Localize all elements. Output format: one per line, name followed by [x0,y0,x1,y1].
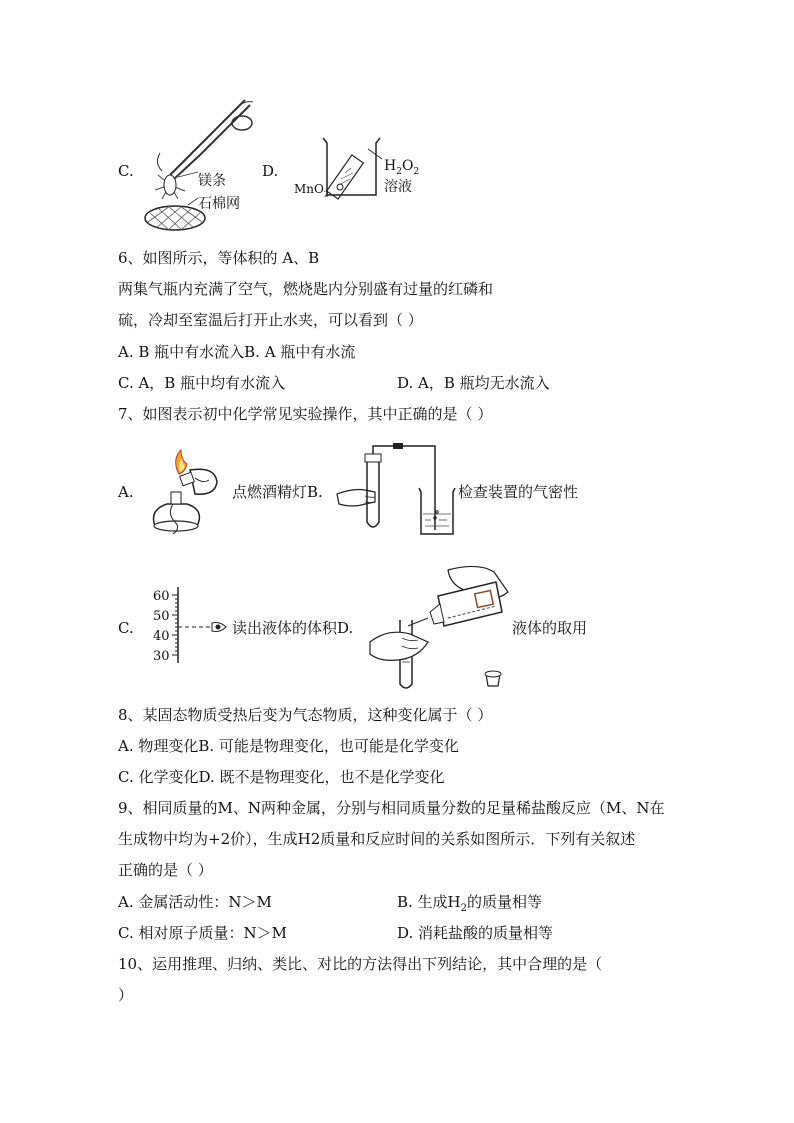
q7-option-a-letter: A. [118,483,134,501]
airtightness-check-figure [335,442,465,537]
scale-label-40: 40 [153,629,170,644]
q8-options-ab: A. 物理变化B. 可能是物理变化，也可能是化学变化 [118,737,459,755]
q7-stem: 7、如图表示初中化学常见实验操作，其中正确的是（ ） [118,405,493,423]
q7-option-d-text: 液体的取用 [512,619,588,637]
q10-line-1: 10、运用推理、归纳、类比、对比的方法得出下列结论，其中合理的是（ [118,955,603,973]
q7-option-a-text: 点燃酒精灯B. [232,483,323,501]
q9-option-a: A. 金属活动性：N＞M [118,893,272,911]
q7-option-b-text: 检查装置的气密性 [458,483,579,501]
mno2-label: MnO$_2$ [294,182,329,199]
solution-label: 溶液 [384,179,412,195]
asbestos-net-label: 石棉网 [198,196,240,212]
alcohol-lamp-figure [145,448,230,538]
q9-option-d: D. 消耗盐酸的质量相等 [397,924,554,942]
q6-options-ab: A. B 瓶中有水流入B. A 瓶中有水流 [118,343,356,361]
magnesium-burning-figure [140,95,270,235]
liquid-pouring-figure [368,562,513,694]
scale-label-50: 50 [153,609,170,624]
scale-label-60: 60 [153,589,170,604]
q9-line-1: 9、相同质量的M、N两种金属，分别与相同质量分数的足量稀盐酸反应（M、N在 [118,799,665,817]
q5-option-d-letter: D. [262,162,279,180]
beaker-h2o2-figure [320,135,390,205]
q5-option-c-letter: C. [118,162,134,180]
magnesium-strip-label: 镁条 [198,173,226,189]
h2o2-label: $H_2O_2$ [384,158,420,177]
q6-option-d: D. A，B 瓶均无水流入 [397,374,550,392]
q9-line-3: 正确的是（ ） [118,861,213,879]
q6-option-c: C. A，B 瓶中均有水流入 [118,374,286,392]
scale-label-30: 30 [153,649,170,664]
q8-stem: 8、某固态物质受热后变为气态物质，这种变化属于（ ） [118,706,493,724]
q6-line-1: 6、如图所示，等体积的 A、B [118,249,320,267]
q9-line-2: 生成物中均为+2价），生成H2质量和反应时间的关系如图所示．下列有关叙述 [118,830,636,848]
q10-line-2: ） [118,986,134,1004]
q6-line-2: 两集气瓶内充满了空气，燃烧匙内分别盛有过量的红磷和 [118,280,494,298]
q7-option-c-text: 读出液体的体积D. [232,619,354,637]
q7-option-c-letter: C. [118,619,134,637]
q8-options-cd: C. 化学变化D. 既不是物理变化，也不是化学变化 [118,768,445,786]
q9-option-b: B. 生成$H_2$的质量相等 [397,893,543,914]
q9-option-c: C. 相对原子质量：N＞M [118,924,287,942]
q6-line-3: 硫，冷却至室温后打开止水夹，可以看到（ ） [118,311,423,329]
